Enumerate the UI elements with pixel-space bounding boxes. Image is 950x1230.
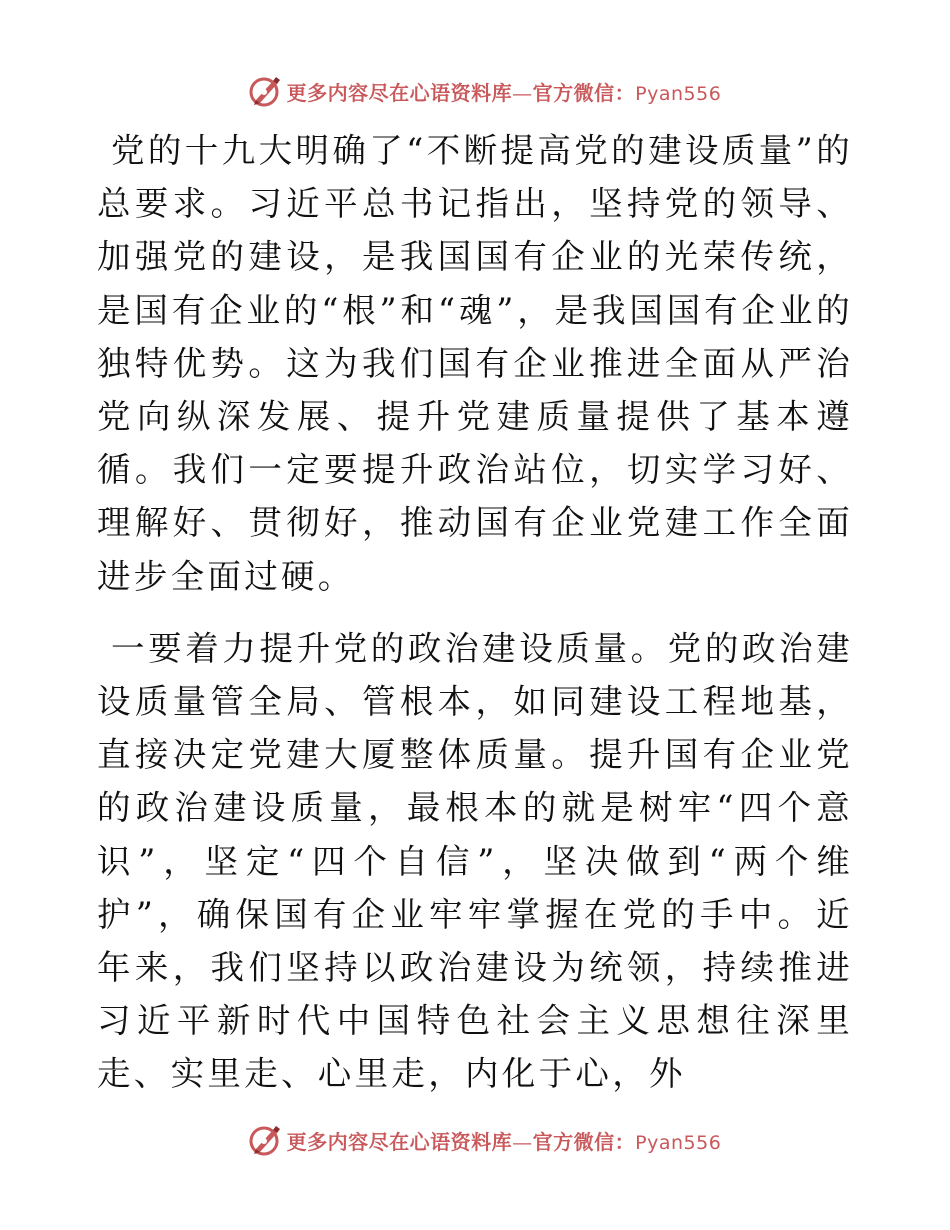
paragraph-1: 党的十九大明确了“不断提高党的建设质量”的总要求。习近平总书记指出，坚持党的领导、加强党的建设，是我国国有企业的光荣传统，是国有企业的“根”和“魂”，是我国国有企业的独特优势。这为我们国有企业推进全面从严治党向纵深发展、提升党建质量提供了基本遵循。我们一定要提升政治站位，切实学习好、理解好、贯彻好，推动国有企业党建工作全面进步全面过硬。: [97, 131, 853, 596]
footer-wechat-id: Pyan556: [635, 1131, 722, 1154]
pen-logo-icon: [247, 1122, 283, 1158]
footer-text: [287, 1126, 722, 1155]
header-wechat-id: Pyan556: [635, 82, 722, 105]
header-banner-content: [247, 73, 722, 109]
footer-dash: —: [512, 1129, 533, 1154]
document-body: [97, 124, 853, 1101]
pen-logo-icon: [247, 73, 283, 109]
header-wechat-label: 官方微信：: [532, 80, 636, 105]
header-text: [287, 77, 722, 106]
paragraph-2: 一要着力提升党的政治建设质量。党的政治建设质量管全局、管根本，如同建设工程地基，直接决定党建大厦整体质量。提升国有企业党的政治建设质量，最根本的就是树牢“四个意识”，坚定“四个自信”，坚决做到“两个维护”，确保国有企业牢牢掌握在党的手中。近年来，我们坚持以政治建设为统领，持续推进习近平新时代中国特色社会主义思想往深里走、实里走、心里走，内化于心，外: [97, 628, 853, 1094]
footer-banner-content: [247, 1122, 722, 1158]
footer-banner: [0, 1120, 950, 1160]
header-dash: —: [512, 80, 533, 105]
footer-wechat-label: 官方微信：: [532, 1129, 636, 1154]
header-site-name: 更多内容尽在心语资料库: [286, 80, 513, 105]
footer-site-name: 更多内容尽在心语资料库: [286, 1129, 513, 1154]
header-banner: [0, 71, 950, 111]
